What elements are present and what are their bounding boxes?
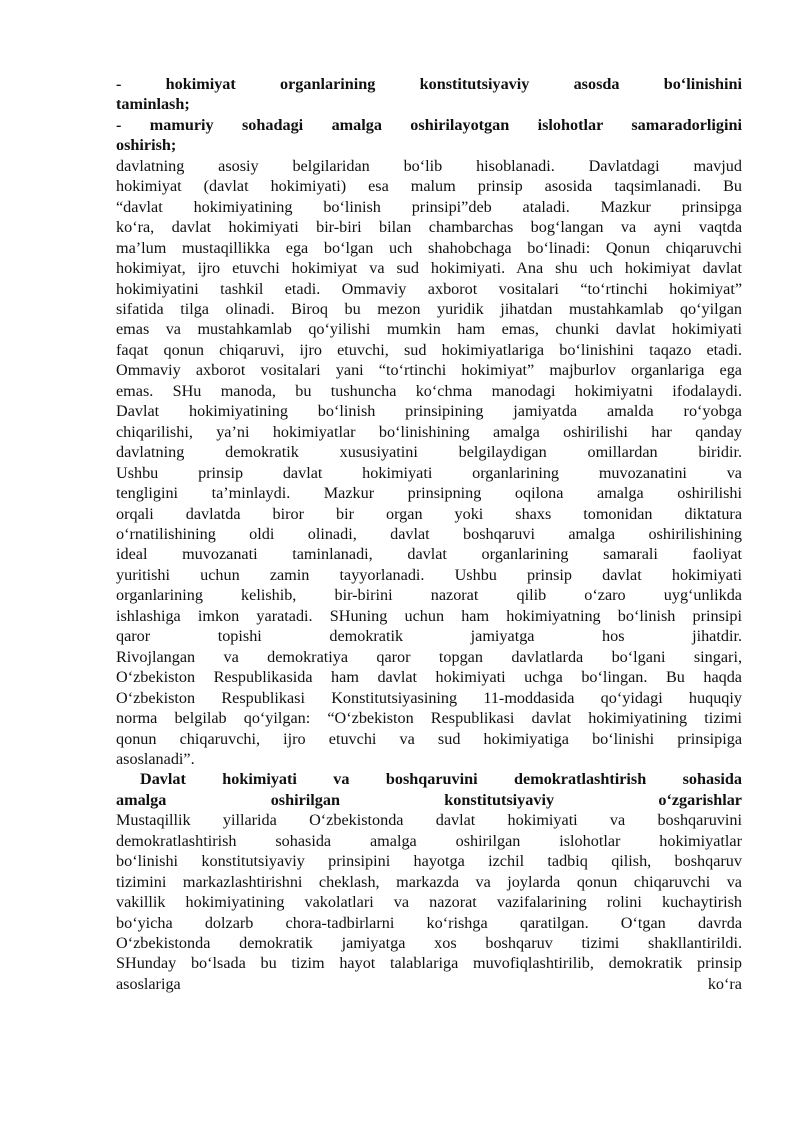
heading-line: oshirish; bbox=[116, 136, 177, 155]
text-line: sifatida tilga olinadi. Biroq bu mezon yuridik jihatdan mustahkamlab qo‘yilgan bbox=[116, 299, 742, 318]
text-line: emas va mustahkamlab qo‘yilishi mumkin ham emas, chunki davlat hokimiyati bbox=[116, 320, 742, 339]
text-line: yuritishi uchun zamin tayyorlanadi. Ushbu prinsip davlat hokimiyati bbox=[116, 565, 742, 584]
text-line: organlarining kelishib, bir-birini nazorat qilib o‘zaro uyg‘unlikda bbox=[116, 586, 742, 605]
text-line: Mustaqillik yillarida O‘zbekistonda davlat hokimiyati va boshqaruvini bbox=[116, 811, 742, 830]
text-line: orqali davlatda biror bir organ yoki shaxs tomonidan diktatura bbox=[116, 504, 742, 523]
text-line: hokimiyat (davlat hokimiyati) esa malum prinsip asosida taqsimlanadi. Bu bbox=[116, 177, 742, 196]
text-line: Ommaviy axborot vositalari yani “to‘rtinchi hokimiyat” majburlov organlariga ega bbox=[116, 361, 742, 380]
text-line: emas. SHu manoda, bu tushuncha ko‘chma manodagi hokimiyatni ifodalaydi. bbox=[116, 381, 742, 400]
text-line: O‘zbekiston Respublikasida ham davlat hokimiyati uchga bo‘lingan. Bu haqda bbox=[116, 668, 742, 687]
text-line: qaror topishi demokratik jamiyatga hos jihatdir. bbox=[116, 627, 742, 646]
document-page bbox=[116, 74, 742, 994]
text-line: Davlat hokimiyatining bo‘linish prinsipining jamiyatda amalda ro‘yobga bbox=[116, 402, 742, 421]
text-line: chiqarilishi, ya’ni hokimiyatlar bo‘linishining amalga oshirilishi har qanday bbox=[116, 422, 742, 441]
heading-line: - hokimiyat organlarining konstitutsiyaviy asosda bo‘linishini bbox=[116, 75, 742, 93]
text-line: tizimini markazlashtirishni cheklash, markazda va joylarda qonun chiqaruvchi va bbox=[116, 872, 742, 891]
heading-line: Davlat hokimiyati va boshqaruvini demokratlashtirish sohasida bbox=[140, 770, 742, 789]
text-line: norma belgilab qo‘yilgan: “O‘zbekiston Respublikasi davlat hokimiyatining tizimi bbox=[116, 709, 742, 728]
text-line: ishlashiga imkon yaratadi. SHuning uchun ham hokimiyatning bo‘linish prinsipi bbox=[116, 606, 742, 625]
heading-line: taminlash; bbox=[116, 95, 190, 114]
text-line: o‘rnatilishining oldi olinadi, davlat boshqaruvi amalga oshirilishining bbox=[116, 524, 742, 543]
text-line: hokimiyat, ijro etuvchi hokimiyat va sud hokimiyati. Ana shu uch hokimiyat davlat bbox=[116, 259, 742, 278]
heading-line: - mamuriy sohadagi amalga oshirilayotgan islohotlar samaradorligini bbox=[116, 115, 742, 134]
text-line: asoslariga ko‘ra bbox=[116, 974, 742, 993]
text-line: bo‘yicha dolzarb chora-tadbirlarni ko‘rishga qaratilgan. O‘tgan davrda bbox=[116, 913, 742, 932]
text-line: bo‘linishi konstitutsiyaviy prinsipini hayotga izchil tadbiq qilish, boshqaruv bbox=[116, 852, 742, 871]
text-line: ma’lum mustaqillikka ega bo‘lgan uch shahobchaga bo‘linadi: Qonun chiqaruvchi bbox=[116, 238, 742, 257]
text-line: hokimiyatini tashkil etadi. Ommaviy axborot vositalari “to‘rtinchi hokimiyat” bbox=[116, 279, 742, 298]
text-line: ideal muvozanati taminlanadi, davlat organlarining samarali faoliyat bbox=[116, 545, 742, 564]
text-line: SHunday bo‘lsada bu tizim hayot talablariga muvofiqlashtirilib, demokratik prinsip bbox=[116, 954, 742, 973]
text-line: asoslanadi”. bbox=[116, 749, 195, 768]
text-line: qonun chiqaruvchi, ijro etuvchi va sud hokimiyatiga bo‘linishi prinsipiga bbox=[116, 729, 742, 748]
text-line: “davlat hokimiyatining bo‘linish prinsipi”deb ataladi. Mazkur prinsipga bbox=[116, 197, 742, 216]
text-line: davlatning asosiy belgilaridan bo‘lib hisoblanadi. Davlatdagi mavjud bbox=[116, 156, 742, 175]
text-line: O‘zbekistonda demokratik jamiyatga xos boshqaruv tizimi shakllantirildi. bbox=[116, 934, 742, 953]
text-line: vakillik hokimiyatining vakolatlari va nazorat vazifalarining rolini kuchaytirish bbox=[116, 893, 742, 912]
text-line: faqat qonun chiqaruvi, ijro etuvchi, sud hokimiyatlariga bo‘linishini taqazo etadi. bbox=[116, 340, 742, 359]
text-line: Rivojlangan va demokratiya qaror topgan davlatlarda bo‘lgani singari, bbox=[116, 647, 742, 666]
heading-line: amalga oshirilgan konstitutsiyaviy o‘zgarishlar bbox=[116, 790, 742, 809]
text-line: davlatning demokratik xususiyatini belgilaydigan omillardan biridir. bbox=[116, 443, 742, 462]
text-line: demokratlashtirish sohasida amalga oshirilgan islohotlar hokimiyatlar bbox=[116, 831, 742, 850]
text-line: O‘zbekiston Respublikasi Konstitutsiyasining 11-moddasida qo‘yidagi huquqiy bbox=[116, 688, 742, 707]
text-line: tengligini ta’minlaydi. Mazkur prinsipning oqilona amalga oshirilishi bbox=[116, 484, 742, 503]
text-line: ko‘ra, davlat hokimiyati bir-biri bilan chambarchas bog‘langan va ayni vaqtda bbox=[116, 218, 742, 237]
text-line: Ushbu prinsip davlat hokimiyati organlarining muvozanatini va bbox=[116, 463, 742, 482]
